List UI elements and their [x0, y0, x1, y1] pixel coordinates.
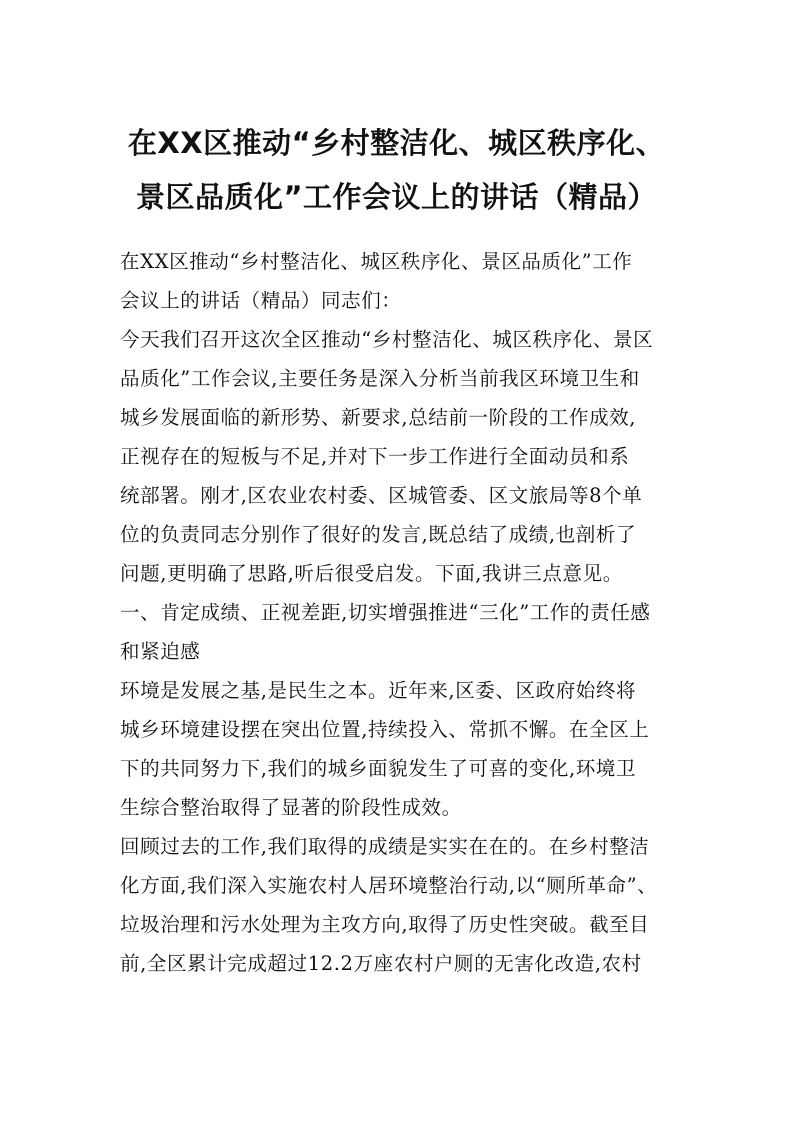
text-line: 城乡发展面临的新形势、新要求,总结前一阶段的工作成效, [120, 406, 637, 429]
title-line-1: 在XX区推动“乡村整洁化、城区秩序化、 [127, 126, 666, 160]
document-title [100, 116, 693, 224]
text-line: 正视存在的短板与不足,并对下一步工作进行全面动员和系 [120, 445, 630, 468]
text-line: 环境是发展之基,是民生之本。近年来,区委、区政府始终将 [120, 679, 637, 702]
text-line: 统部署。刚才,区农业农村委、区城管委、区文旅局等8个单 [120, 484, 643, 507]
text-line: 化方面,我们深入实施农村人居环境整治行动,以“厕所革命”、 [120, 874, 658, 897]
document-body [120, 242, 680, 983]
paragraph-review [120, 827, 680, 983]
text-line: 前,全区累计完成超过12.2万座农村户厕的无害化改造,农村 [120, 952, 642, 975]
text-line: 一、肯定成绩、正视差距,切实增强推进“三化”工作的责任感 [120, 601, 651, 624]
text-line: 生综合整治取得了显著的阶段性成效。 [120, 796, 462, 819]
paragraph-introduction [120, 320, 680, 593]
text-line: 垃圾治理和污水处理为主攻方向,取得了历史性突破。截至目 [120, 913, 650, 936]
paragraph-opening [120, 242, 680, 320]
text-line: 今天我们召开这次全区推动“乡村整洁化、城区秩序化、景区 [120, 328, 654, 351]
title-line-2: 景区品质化”工作会议上的讲话（精品） [135, 180, 658, 214]
text-line: 在XX区推动“乡村整洁化、城区秩序化、景区品质化”工作 [120, 250, 633, 273]
section-heading-1 [120, 593, 680, 671]
text-line: 品质化”工作会议,主要任务是深入分析当前我区环境卫生和 [120, 367, 640, 390]
text-line: 问题,更明确了思路,听后很受启发。下面,我讲三点意见。 [120, 562, 623, 585]
text-line: 回顾过去的工作,我们取得的成绩是实实在在的。在乡村整洁 [120, 835, 650, 858]
paragraph-environment [120, 671, 680, 827]
text-line: 下的共同努力下,我们的城乡面貌发生了可喜的变化,环境卫 [120, 757, 637, 780]
text-line: 位的负责同志分别作了很好的发言,既总结了成绩,也剖析了 [120, 523, 637, 546]
text-line: 城乡环境建设摆在突出位置,持续投入、常抓不懈。在全区上 [120, 718, 650, 741]
text-line: 会议上的讲话（精品）同志们： [120, 289, 402, 312]
text-line: 和紧迫感 [120, 640, 201, 663]
